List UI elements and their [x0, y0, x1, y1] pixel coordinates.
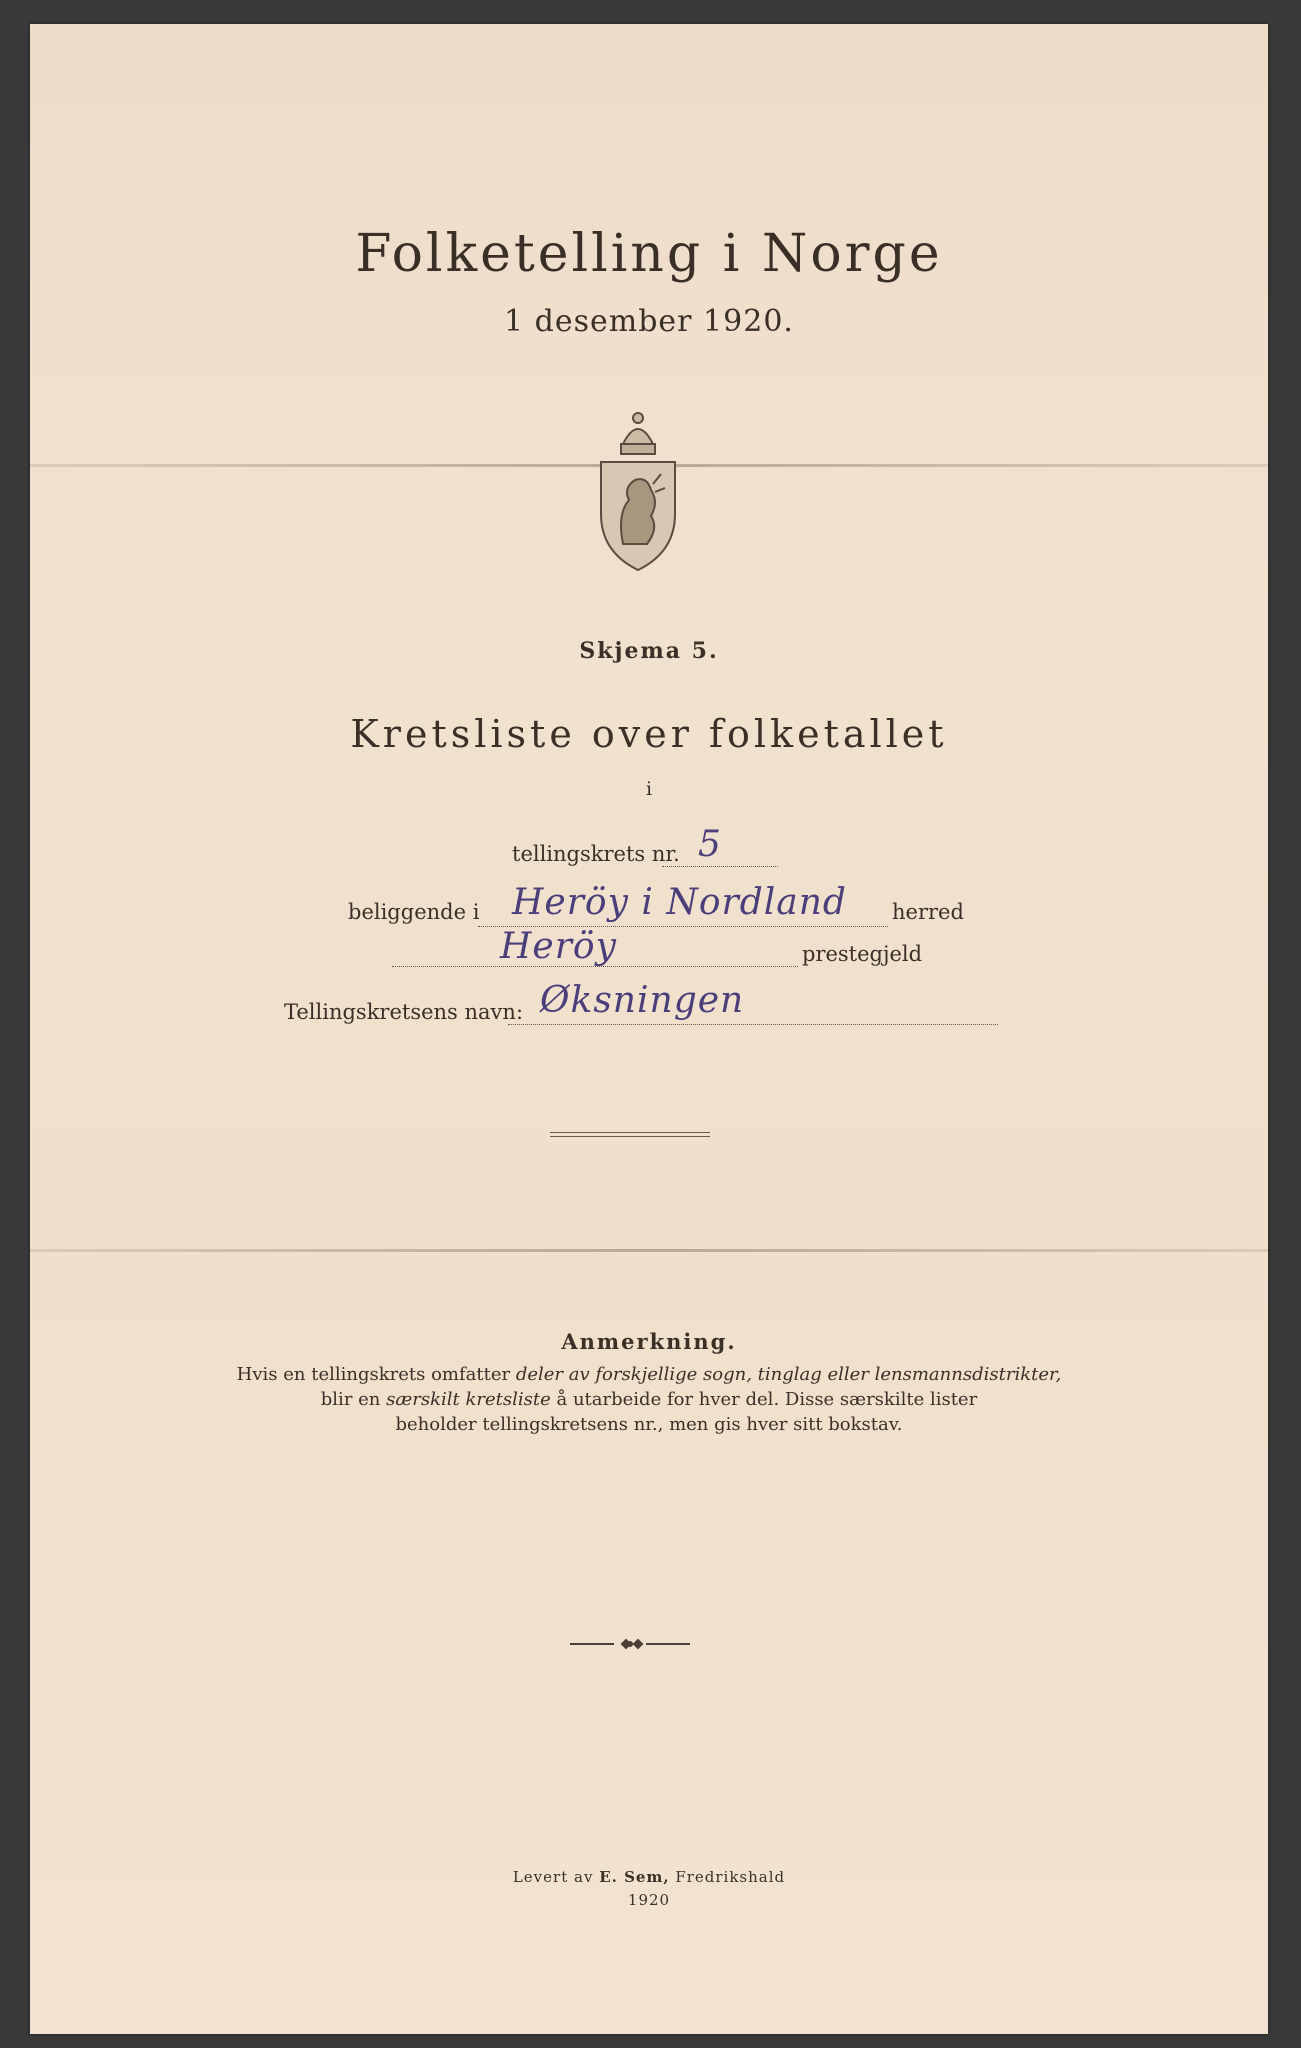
printer-prefix: Levert av — [512, 1868, 600, 1886]
note-line-2 — [30, 1387, 1268, 1412]
paper-fold-line — [30, 1249, 1268, 1252]
printer-year: 1920 — [627, 1891, 671, 1909]
note-line-3: beholder tellingskretsens nr., men gis hver sitt bokstav. — [395, 1414, 903, 1435]
page-title: Folketelling i Norge — [355, 224, 943, 284]
divider-line — [550, 1132, 710, 1133]
note-line-1-italic: deler av forskjellige sogn, tinglag eller lensmannsdistrikter, — [515, 1364, 1062, 1385]
note-title: Anmerkning. — [561, 1329, 737, 1354]
printer-name: E. Sem, — [599, 1868, 670, 1886]
note-line-1-plain: Hvis en tellingskrets omfatter — [236, 1364, 516, 1385]
schema-label: Skjema 5. — [579, 638, 719, 664]
district-name-label: Tellingskretsens navn: — [284, 1000, 524, 1024]
printer-line — [30, 1867, 1268, 1888]
note-line-2-rest: å utarbeide for hver del. Disse særskilte lister — [550, 1389, 978, 1410]
note-line-2-plain: blir en — [320, 1389, 387, 1410]
location-value: Heröy i Nordland — [512, 882, 847, 923]
census-date: 1 desember 1920. — [504, 304, 794, 339]
municipality-suffix: herred — [892, 900, 964, 924]
ornament-divider-icon — [570, 1634, 690, 1654]
divider-line — [550, 1136, 710, 1137]
parish-suffix: prestegjeld — [802, 942, 923, 966]
connector-word: i — [645, 778, 653, 800]
district-number-value: 5 — [698, 824, 722, 865]
note-line-1 — [30, 1362, 1268, 1387]
district-name-value: Øksningen — [540, 980, 745, 1021]
district-number-line — [662, 866, 778, 867]
district-number-label: tellingskrets nr. — [512, 842, 680, 866]
printer-city: Fredrikshald — [669, 1868, 786, 1886]
norwegian-coat-of-arms-icon — [593, 404, 683, 574]
parish-value: Heröy — [500, 926, 617, 967]
census-form-page — [30, 24, 1268, 2034]
note-line-2-italic: særskilt kretsliste — [386, 1389, 551, 1410]
district-name-line — [508, 1024, 998, 1025]
location-label: beliggende i — [348, 900, 480, 924]
form-heading: Kretsliste over folketallet — [350, 712, 948, 756]
